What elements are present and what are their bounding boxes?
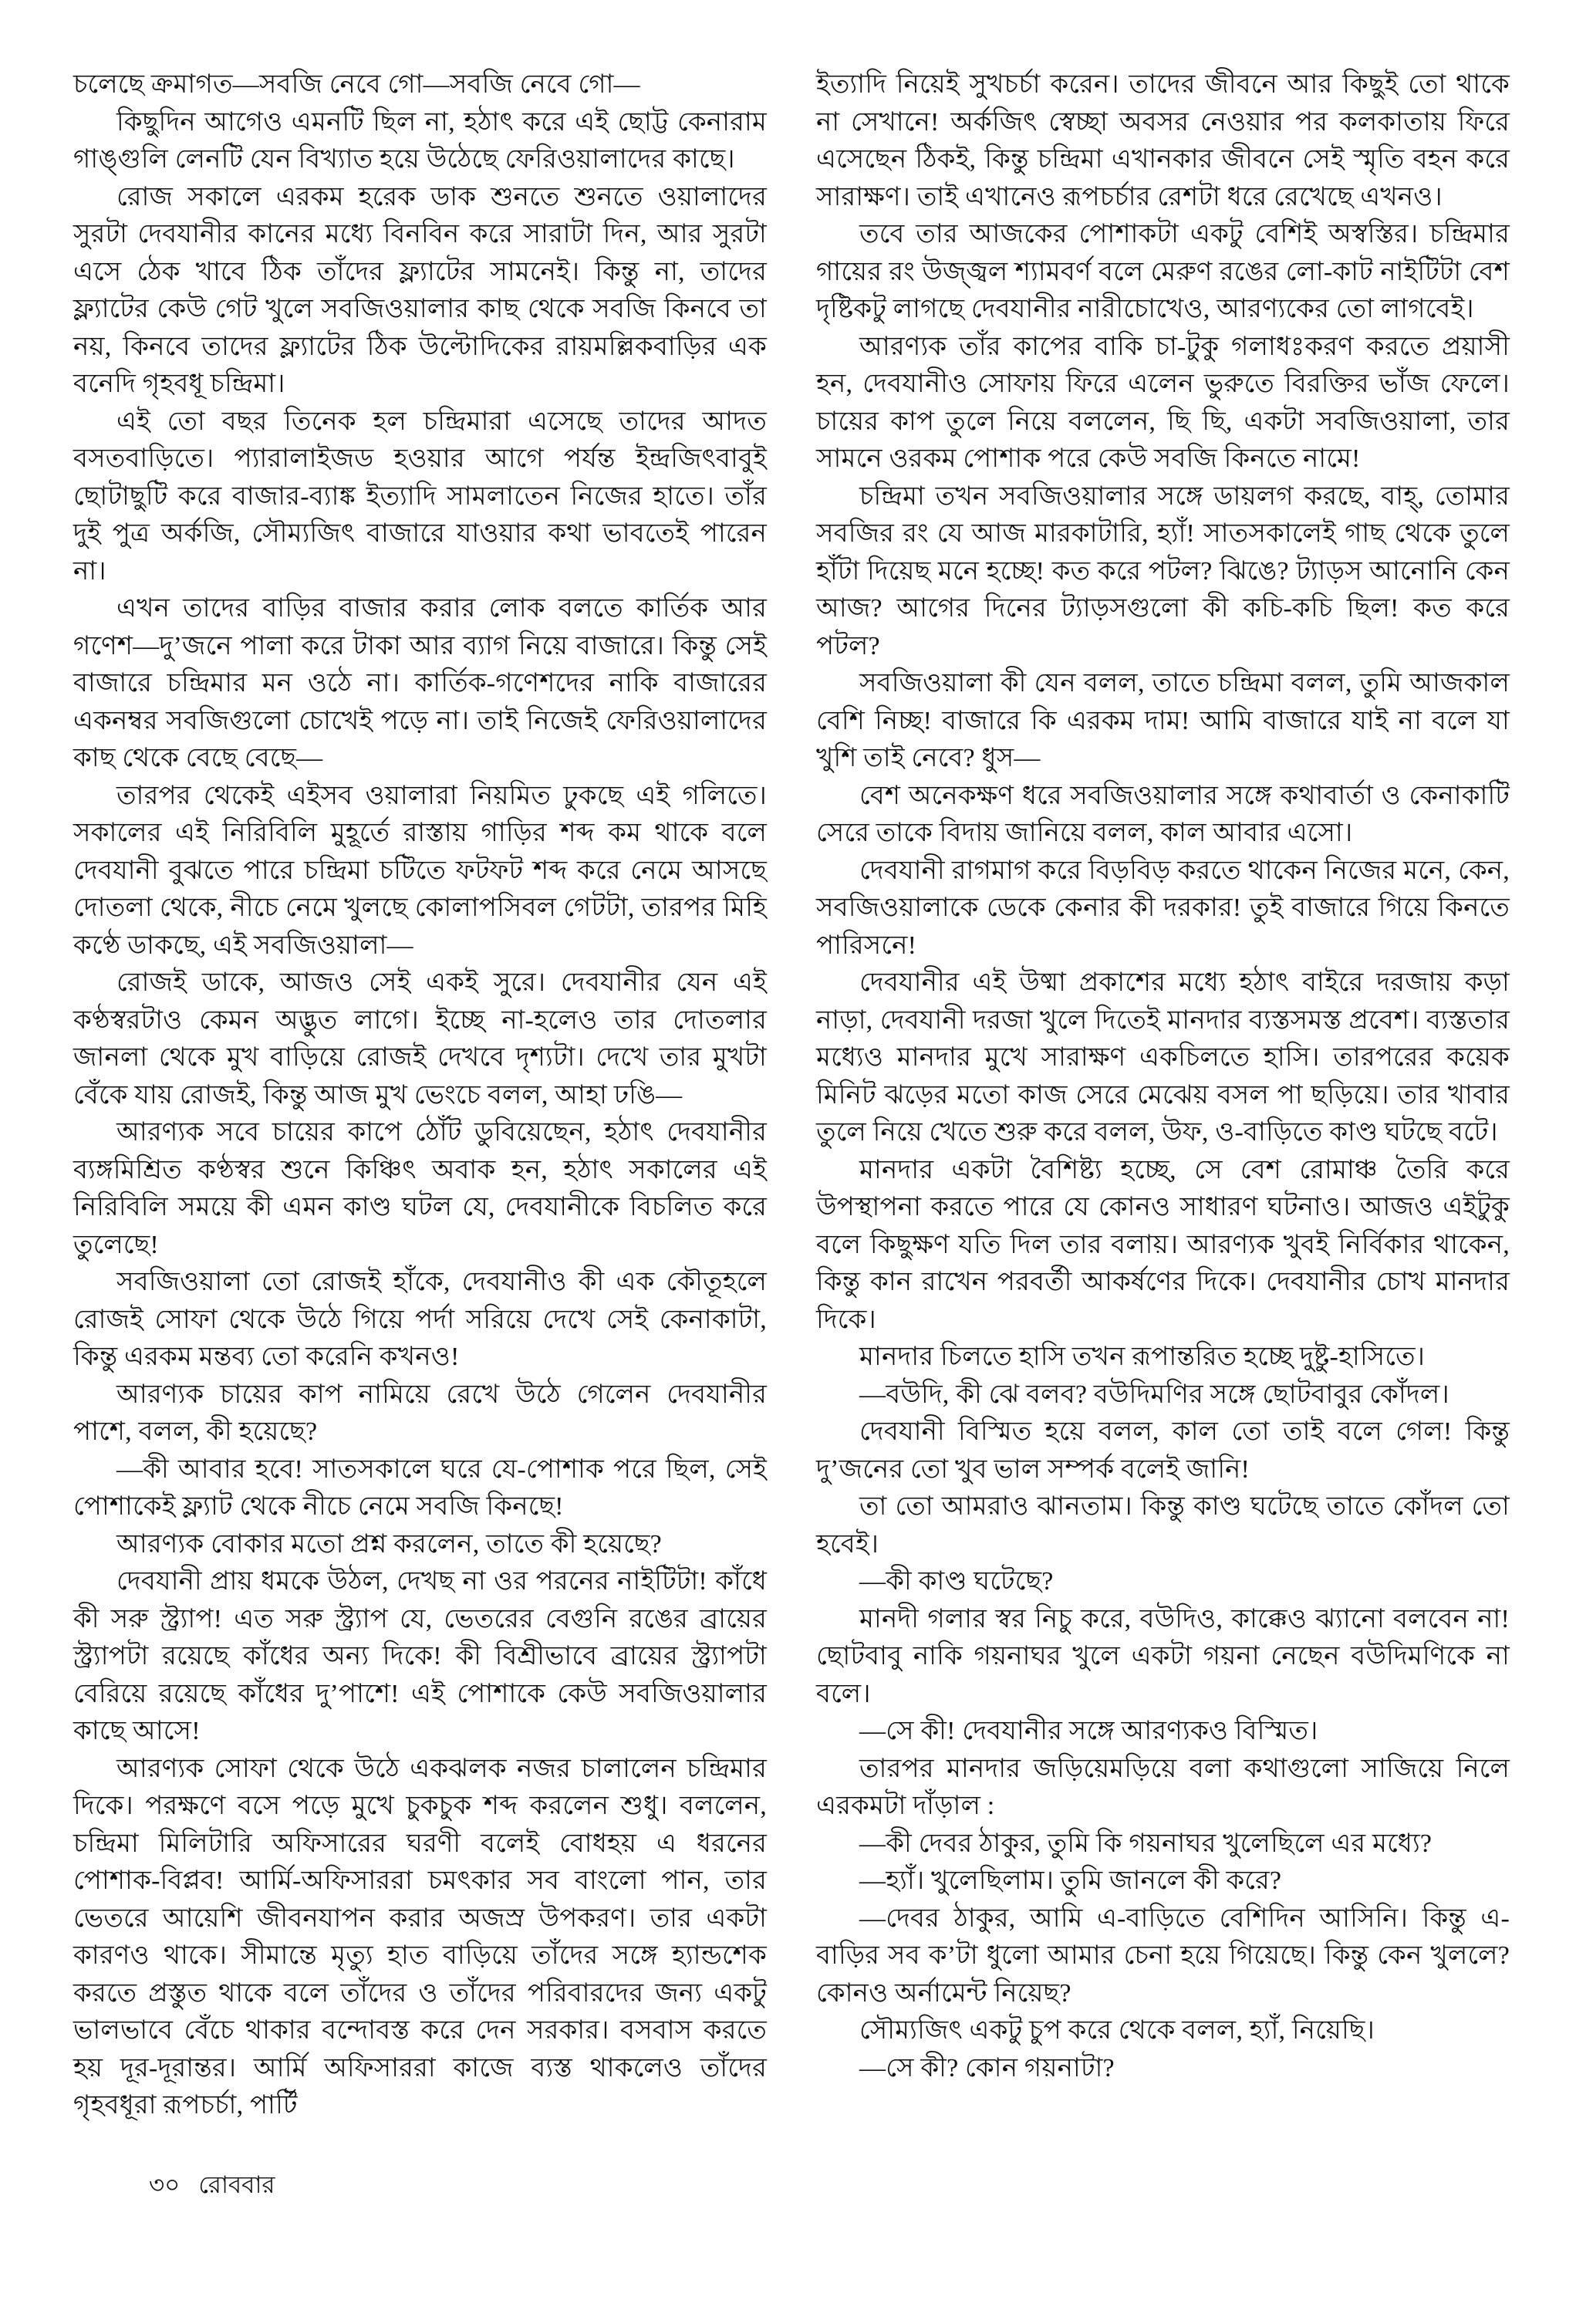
paragraph: আরণ্যক সবে চায়ের কাপে ঠোঁট ডুবিয়েছেন, হঠাৎ দেবযানীর ব্যঙ্গমিশ্রিত কণ্ঠস্বর শুনে কিঞ্চিৎ অবাক হন, হঠাৎ সকালের এই নিরিবিলি সময়ে কী এমন কাণ্ড ঘটল যে, দেবযানীকে বিচলিত করে তুলেছে!	[73, 1118, 767, 1259]
paragraph: —কী আবার হবে! সাতসকালে ঘরে যে-পোশাক পরে ছিল, সেই পোশাকেই ফ্ল্যাট থেকে নীচে নেমে সবজি কিনছে!	[73, 1454, 767, 1521]
paragraph: আরণ্যক সোফা থেকে উঠে একঝলক নজর চালালেন চন্দ্রিমার দিকে। পরক্ষণে বসে পড়ে মুখে চুকচুক শব্দ করলেন শুধু। বললেন, চন্দ্রিমা মিলিটারি অফিসারের ঘরণী বলেই বোধহয় এ ধরনের পোশাক-বিপ্লব! আর্মি-অফিসাররা চমৎকার সব বাংলো পান, তার ভেতরে আয়েশি জীবনযাপন করার অজস্র উপকরণ। তার একটা কারণও থাকে। সীমান্তে মৃত্যু হাত বাড়িয়ে তাঁদের সঙ্গে হ্যান্ডশেক করতে প্রস্তুত থাকে বলে তাঁদের ও তাঁদের পরিবারদের জন্য একটু ভালভাবে বেঁচে থাকার বন্দোবস্ত করে দেন সরকার। বসবাস করতে হয় দূর-দূরান্তর। আর্মি অফিসাররা কাজে ব্যস্ত থাকলেও তাঁদের গৃহবধূরা রূপচর্চা, পার্টি	[73, 1754, 767, 2120]
paragraph: সবজিওয়ালা তো রোজই হাঁকে, দেবযানীও কী এক কৌতূহলে রোজই সোফা থেকে উঠে গিয়ে পর্দা সরিয়ে দেখে সেই কেনাকাটা, কিন্তু এরকম মন্তব্য তো করেনি কখনও!	[73, 1268, 767, 1371]
paragraph: বেশ অনেকক্ষণ ধরে সবজিওয়ালার সঙ্গে কথাবার্তা ও কেনাকাটি সেরে তাকে বিদায় জানিয়ে বলল, কাল আবার এসো।	[816, 781, 1510, 847]
paragraph: এই তো বছর তিনেক হল চন্দ্রিমারা এসেছে তাদের আদত বসতবাড়িতে। প্যারালাইজড হওয়ার আগে পর্যন্ত ইন্দ্রজিৎবাবুই ছোটাছুটি করে বাজার-ব্যাঙ্ক ইত্যাদি সামলাতেন নিজের হাতে। তাঁর দুই পুত্র অর্কজি, সৌম্যজিৎ বাজারে যাওয়ার কথা ভাবতেই পারেন না।	[73, 407, 767, 586]
paragraph: মানদার চিলতে হাসি তখন রূপান্তরিত হচ্ছে দুষ্টু-হাসিতে।	[859, 1343, 1426, 1371]
paragraph: —দেবর ঠাকুর, আমি এ-বাড়িতে বেশিদিন আসিনি। কিন্তু এ-বাড়ির সব ক’টা ধুলো আমার চেনা হয়ে গিয়েছে। কিন্তু কেন খুললে? কোনও অর্নামেন্ট নিয়েছ?	[816, 1903, 1510, 2008]
paragraph: —কী দেবর ঠাকুর, তুমি কি গয়নাঘর খুলেছিলে এর মধ্যে?	[859, 1829, 1433, 1858]
page-number: ৩০	[149, 2171, 181, 2198]
text-columns	[73, 66, 1510, 2125]
paragraph: দেবযানী বিস্মিত হয়ে বলল, কাল তো তাই বলে গেল! কিন্তু দু’জনের তো খুব ভাল সম্পর্ক বলেই জানি!	[816, 1417, 1510, 1484]
page-footer	[149, 2170, 275, 2201]
paragraph: সৌম্যজিৎ একটু চুপ করে থেকে বলল, হ্যাঁ, নিয়েছি।	[859, 2016, 1375, 2045]
paragraph: দেবযানী রাগমাগ করে বিড়বিড় করতে থাকেন নিজের মনে, কেন, সবজিওয়ালাকে ডেকে কেনার কী দরকার! তুই বাজারে গিয়ে কিনতে পারিসনে!	[816, 856, 1510, 960]
paragraph: চলেছে ক্রমাগত—সবজি নেবে গো—সবজি নেবে গো—	[73, 70, 640, 99]
paragraph: আরণ্যক তাঁর কাপের বাকি চা-টুকু গলাধঃকরণ করতে প্রয়াসী হন, দেবযানীও সোফায় ফিরে এলেন ভুরুতে বিরক্তির ভাঁজ ফেলে। চায়ের কাপ তুলে নিয়ে বললেন, ছি ছি, একটা সবজিওয়ালা, তার সামনে ওরকম পোশাক পরে কেউ সবজি কিনতে নামে!	[816, 332, 1510, 473]
paragraph: দেবযানীর এই উষ্মা প্রকাশের মধ্যে হঠাৎ বাইরে দরজায় কড়া নাড়া, দেবযানী দরজা খুলে দিতেই মানদার ব্যস্তসমস্ত প্রবেশ। ব্যস্ততার মধ্যেও মানদার মুখে সারাক্ষণ একচিলতে হাসি। তারপরের কয়েক মিনিট ঝড়ের মতো কাজ সেরে মেঝেয় বসল পা ছড়িয়ে। তার খাবার তুলে নিয়ে খেতে শুরু করে বলল, উফ, ও-বাড়িতে কাণ্ড ঘটছে বটে।	[816, 968, 1510, 1147]
paragraph: তারপর মানদার জড়িয়েমড়িয়ে বলা কথাগুলো সাজিয়ে নিলে এরকমটা দাঁড়াল :	[816, 1754, 1510, 1820]
paragraph: রোজ সকালে এরকম হরেক ডাক শুনতে শুনতে ওয়ালাদের সুরটা দেবযানীর কানের মধ্যে বিনবিন করে সারাটা দিন, আর সুরটা এসে ঠেক খাবে ঠিক তাঁদের ফ্ল্যাটের সামনেই। কিন্তু না, তাদের ফ্ল্যাটের কেউ গেট খুলে সবজিওয়ালার কাছ থেকে সবজি কিনবে তা নয়, কিনবে তাদের ফ্ল্যাটের ঠিক উল্টোদিকের রায়মল্লিকবাড়ির এক বনেদি গৃহবধূ চন্দ্রিমা।	[73, 182, 767, 398]
paragraph: তারপর থেকেই এইসব ওয়ালারা নিয়মিত ঢুকছে এই গলিতে। সকালের এই নিরিবিলি মুহূর্তে রাস্তায় গাড়ির শব্দ কম থাকে বলে দেবযানী বুঝতে পারে চন্দ্রিমা চটিতে ফটফট শব্দ করে নেমে আসছে দোতলা থেকে, নীচে নেমে খুলছে কোলাপসিবল গেটটা, তারপর মিহি কণ্ঠে ডাকছে, এই সবজিওয়ালা—	[73, 781, 767, 960]
magazine-title: রোববার	[198, 2171, 275, 2198]
paragraph: আরণ্যক চায়ের কাপ নামিয়ে রেখে উঠে গেলেন দেবযানীর পাশে, বলল, কী হয়েছে?	[73, 1380, 767, 1446]
paragraph: —কী কাণ্ড ঘটেছে?	[859, 1567, 1054, 1596]
paragraph: দেবযানী প্রায় ধমকে উঠল, দেখছ না ওর পরনের নাইটিটা! কাঁধে কী সরু স্ট্র্যাপ! এত সরু স্ট্র্যাপ যে, ভেতরের বেগুনি রঙের ব্রায়ের স্ট্র্যাপটা রয়েছে কাঁধের অন্য দিকে! কী বিশ্রীভাবে ব্রায়ের স্ট্র্যাপটা বেরিয়ে রয়েছে কাঁধের দু’পাশে! এই পোশাকে কেউ সবজিওয়ালার কাছে আসে!	[73, 1567, 767, 1745]
paragraph: তবে তার আজকের পোশাকটা একটু বেশিই অস্বস্তির। চন্দ্রিমার গায়ের রং উজ্জ্বল শ্যামবর্ণ বলে মেরুণ রঙের লো-কাট নাইটিটা বেশ দৃষ্টিকটু লাগছে দেবযানীর নারীচোখেও, আরণ্যকের তো লাগবেই।	[816, 220, 1510, 323]
text-column-left	[73, 66, 767, 2125]
paragraph: —বউদি, কী ঝে বলব? বউদিমণির সঙ্গে ছোটবাবুর কোঁদল।	[859, 1380, 1449, 1409]
paragraph: —সে কী? কোন গয়নাটা?	[859, 2053, 1115, 2082]
paragraph: তা তো আমরাও ঝানতাম। কিন্তু কাণ্ড ঘটেছে তাতে কোঁদল তো হবেই।	[816, 1492, 1510, 1559]
paragraph: আরণ্যক বোকার মতো প্রশ্ন করলেন, তাতে কী হয়েছে?	[116, 1529, 662, 1559]
paragraph: ইত্যাদি নিয়েই সুখচর্চা করেন। তাদের জীবনে আর কিছুই তো থাকে না সেখানে! অর্কজিৎ স্বেচ্ছা অবসর নেওয়ার পর কলকাতায় ফিরে এসেছেন ঠিকই, কিন্তু চন্দ্রিমা এখানকার জীবনে সেই স্মৃতি বহন করে সারাক্ষণ। তাই এখানেও রূপচর্চার রেশটা ধরে রেখেছে এখনও।	[816, 70, 1510, 211]
text-column-right	[816, 66, 1510, 2125]
paragraph: সবজিওয়ালা কী যেন বলল, তাতে চন্দ্রিমা বলল, তুমি আজকাল বেশি নিচ্ছ! বাজারে কি এরকম দাম! আমি বাজারে যাই না বলে যা খুশি তাই নেবে? ধুস—	[816, 669, 1510, 772]
paragraph: মানদার একটা বৈশিষ্ট্য হচ্ছে, সে বেশ রোমাঞ্চ তৈরি করে উপস্থাপনা করতে পারে যে কোনও সাধারণ ঘটনাও। আজও এইটুকু বলে কিছুক্ষণ যতি দিল তার বলায়। আরণ্যক খুবই নির্বিকার থাকেন, কিন্তু কান রাখেন পরবর্তী আকর্ষণের দিকে। দেবযানীর চোখ মানদার দিকে।	[816, 1155, 1510, 1334]
paragraph: এখন তাদের বাড়ির বাজার করার লোক বলতে কার্তিক আর গণেশ—দু’জনে পালা করে টাকা আর ব্যাগ নিয়ে বাজারে। কিন্তু সেই বাজারে চন্দ্রিমার মন ওঠে না। কার্তিক-গণেশদের নাকি বাজারের একনম্বর সবজিগুলো চোখেই পড়ে না। তাই নিজেই ফেরিওয়ালাদের কাছ থেকে বেছে বেছে—	[73, 594, 767, 772]
paragraph: —হ্যাঁ। খুলেছিলাম। তুমি জানলে কী করে?	[859, 1866, 1282, 1895]
paragraph: মানদী গলার স্বর নিচু করে, বউদিও, কাক্কেও ঝ্যানো বলবেন না! ছোটবাবু নাকি গয়নাঘর খুলে একটা গয়না নেছেন বউদিমণিকে না বলে।	[816, 1604, 1510, 1708]
paragraph: —সে কী! দেবযানীর সঙ্গে আরণ্যকও বিস্মিত।	[859, 1717, 1318, 1745]
paragraph: কিছুদিন আগেও এমনটি ছিল না, হঠাৎ করে এই ছোট্ট কেনারাম গাঙ্গুলি লেনটি যেন বিখ্যাত হয়ে উঠেছে ফেরিওয়ালাদের কাছে।	[73, 107, 767, 174]
paragraph: চন্দ্রিমা তখন সবজিওয়ালার সঙ্গে ডায়লগ করছে, বাহ্, তোমার সবজির রং যে আজ মারকাটারি, হ্যাঁ! সাতসকালেই গাছ থেকে তুলে হাঁটা দিয়েছ মনে হচ্ছে! কত করে পটল? ঝিঙে? ট্যাড়স আনোনি কেন আজ? আগের দিনের ট্যাড়সগুলো কী কচি-কচি ছিল! কত করে পটল?	[816, 481, 1510, 660]
paragraph: রোজই ডাকে, আজও সেই একই সুরে। দেবযানীর যেন এই কণ্ঠস্বরটাও কেমন অদ্ভুত লাগে। ইচ্ছে না-হলেও তার দোতলার জানলা থেকে মুখ বাড়িয়ে রোজই দেখবে দৃশ্যটা। দেখে তার মুখটা বেঁকে যায় রোজই, কিন্তু আজ মুখ ভেংচে বলল, আহা ঢঙি—	[73, 968, 767, 1110]
